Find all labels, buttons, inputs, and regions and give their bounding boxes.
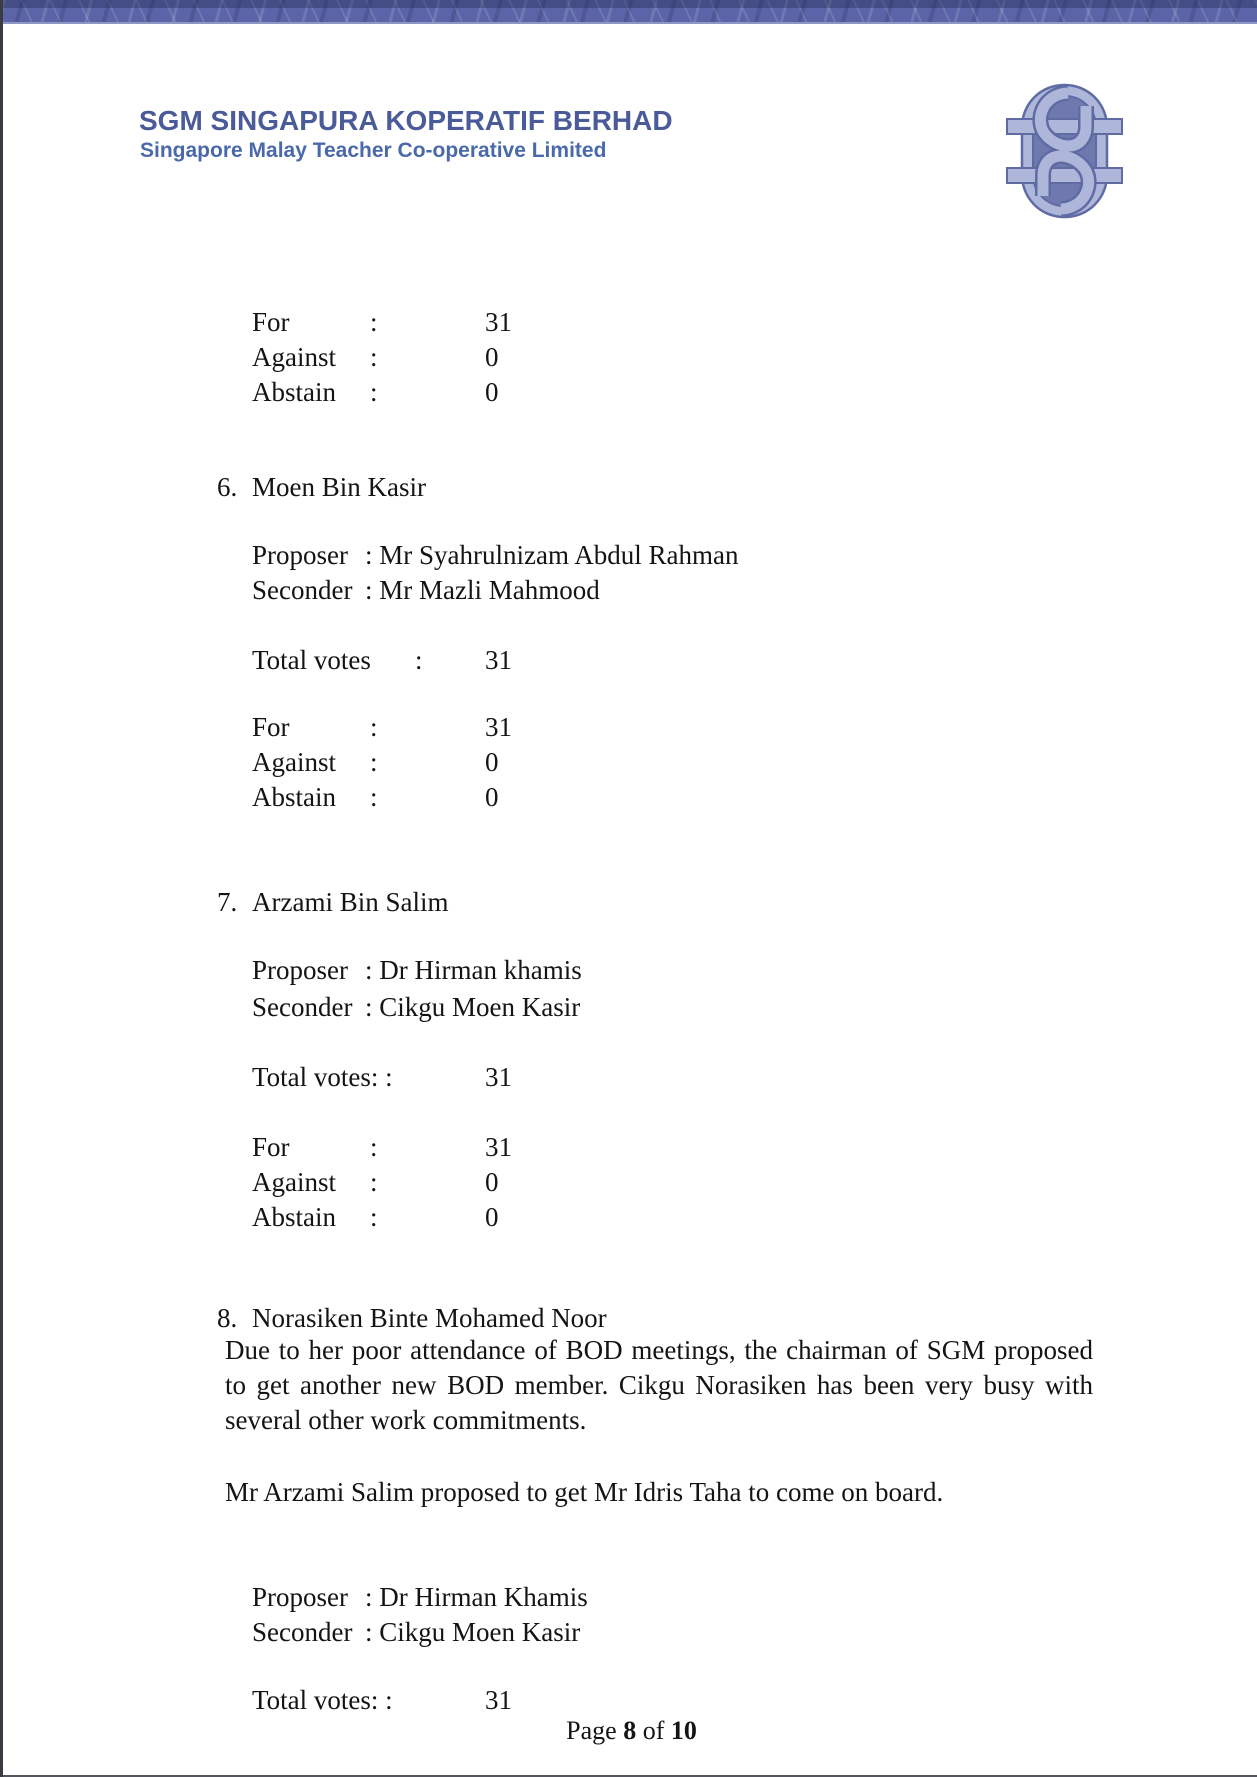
vote-colon: :	[370, 782, 378, 812]
vote-row	[225, 745, 499, 850]
total-votes-value: 31	[485, 1685, 512, 1715]
total-votes-value: 31	[485, 1062, 512, 1092]
footer-of-word: of	[642, 1716, 665, 1745]
proposer-name: : Dr Hirman khamis	[365, 955, 582, 985]
vote-colon: :	[370, 1132, 378, 1162]
total-votes-value: 31	[485, 645, 512, 675]
vote-label: Abstain	[252, 377, 336, 407]
vote-value: 31	[485, 307, 512, 337]
vote-label: Abstain	[252, 782, 336, 812]
vote-row	[225, 340, 499, 445]
page-footer	[3, 1713, 1257, 1748]
seconder-label: Seconder	[252, 575, 353, 605]
seconder-label: Seconder	[252, 1617, 353, 1647]
vote-colon: :	[370, 1202, 378, 1232]
vote-colon: :	[370, 1167, 378, 1197]
proposer-label: Proposer	[252, 1582, 348, 1612]
vote-value: 0	[485, 342, 499, 372]
header-band-bottom-edge	[3, 22, 1257, 24]
vote-label: For	[252, 712, 290, 742]
header-band	[3, 0, 1257, 24]
vote-label: Against	[252, 1167, 336, 1197]
vote-value: 0	[485, 1202, 499, 1232]
section-number: 8.	[217, 1303, 238, 1333]
section-number: 7.	[217, 887, 238, 917]
org-name: SGM SINGAPURA KOPERATIF BERHAD	[139, 105, 673, 136]
footer-page-number: 8	[623, 1716, 637, 1745]
seconder-name: : Mr Mazli Mahmood	[365, 575, 600, 605]
proposer-label: Proposer	[252, 955, 348, 985]
section-paragraph: Due to her poor attendance of BOD meetings, the chairman of SGM proposed to get another new BOD member. Cikgu Norasiken has been very busy with several other work commitments.	[225, 1335, 1093, 1435]
vote-value: 0	[485, 782, 499, 812]
section-number: 6.	[217, 472, 238, 502]
footer-page-word: Page	[566, 1716, 617, 1745]
section-paragraph: Mr Arzami Salim proposed to get Mr Idris Taha to come on board.	[225, 1477, 944, 1507]
vote-label: Against	[252, 747, 336, 777]
vote-label: Against	[252, 342, 336, 372]
total-votes-colon: :	[415, 645, 423, 675]
org-logo-icon	[1006, 80, 1123, 227]
total-votes-label: Total votes: :	[252, 1062, 393, 1092]
org-subtitle: Singapore Malay Teacher Co-operative Limited	[140, 139, 607, 162]
vote-row	[225, 1165, 499, 1270]
vote-label: For	[252, 307, 290, 337]
vote-colon: :	[370, 307, 378, 337]
seconder-name: : Cikgu Moen Kasir	[365, 1617, 581, 1647]
total-votes-label: Total votes: :	[252, 1685, 393, 1715]
seconder-label: Seconder	[252, 992, 353, 1022]
section-title: Moen Bin Kasir	[252, 472, 426, 502]
vote-value: 31	[485, 1132, 512, 1162]
vote-colon: :	[370, 342, 378, 372]
proposer-label: Proposer	[252, 540, 348, 570]
vote-value: 0	[485, 377, 499, 407]
footer-total-pages: 10	[670, 1716, 697, 1745]
vote-value: 0	[485, 747, 499, 777]
vote-colon: :	[370, 747, 378, 777]
section-title: Arzami Bin Salim	[252, 887, 449, 917]
proposer-name: : Dr Hirman Khamis	[365, 1582, 588, 1612]
vote-label: For	[252, 1132, 290, 1162]
vote-colon: :	[370, 377, 378, 407]
vote-label: Abstain	[252, 1202, 336, 1232]
total-votes-label: Total votes	[252, 645, 371, 675]
vote-value: 31	[485, 712, 512, 742]
section-title: Norasiken Binte Mohamed Noor	[252, 1303, 607, 1333]
proposer-name: : Mr Syahrulnizam Abdul Rahman	[365, 540, 739, 570]
header-band-top-strip	[3, 0, 1257, 8]
vote-colon: :	[370, 712, 378, 742]
seconder-name: : Cikgu Moen Kasir	[365, 992, 581, 1022]
vote-value: 0	[485, 1167, 499, 1197]
